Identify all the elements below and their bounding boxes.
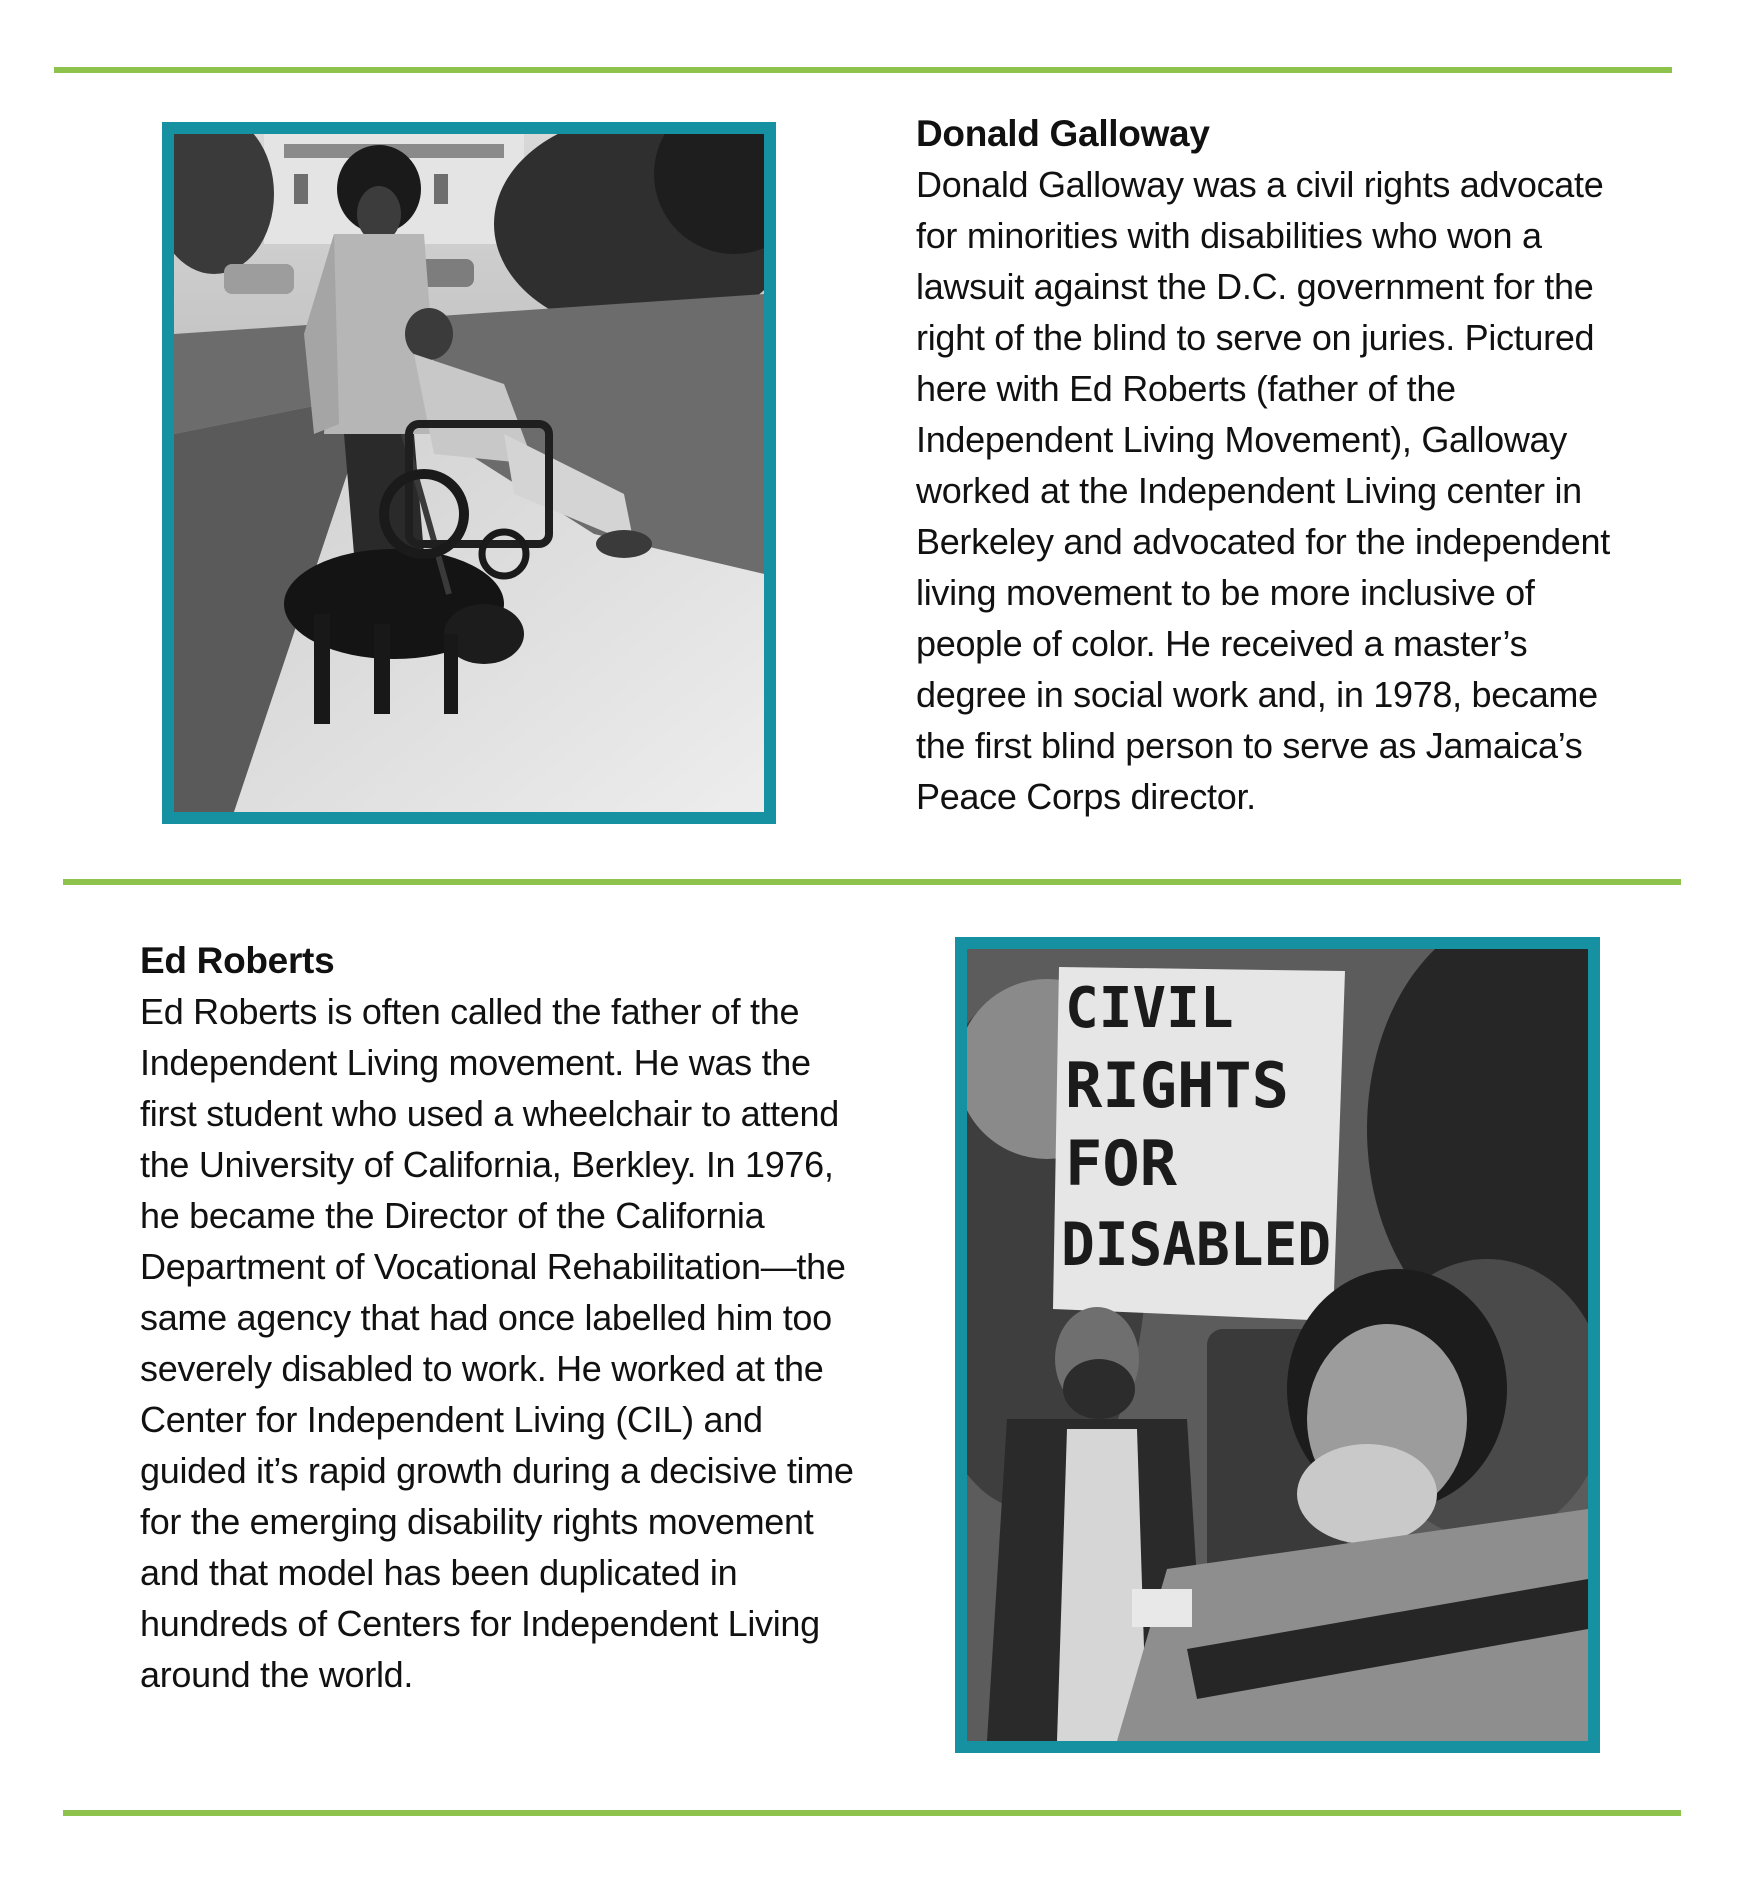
galloway-photo-image xyxy=(174,134,764,812)
roberts-name: Ed Roberts xyxy=(140,940,335,981)
divider-top xyxy=(54,67,1672,73)
divider-bottom xyxy=(63,1810,1681,1816)
sign-line-4: DISABLED xyxy=(1061,1210,1331,1280)
sign-line-2: RIGHTS xyxy=(1065,1049,1289,1122)
galloway-bio xyxy=(916,108,1636,822)
galloway-bio-text: Donald Galloway was a civil rights advocate for minorities with disabilities who won a lawsuit against the D.C. government for the right of the blind to serve on juries. Pictured here with Ed Roberts (father of the Independent Living Movement), Galloway worked at the Independent Living center in Berkeley and advocated for the independent living movement to be more inclusive of people of color. He received a master’s degree in social work and, in 1978, became the first blind person to serve as Jamaica’s Peace Corps director. xyxy=(916,164,1610,817)
galloway-name: Donald Galloway xyxy=(916,113,1210,154)
galloway-photo xyxy=(162,122,776,824)
sign-line-3: FOR xyxy=(1065,1127,1177,1200)
roberts-bio-text: Ed Roberts is often called the father of the Independent Living movement. He was the first student who used a wheelchair to attend the University of California, Berkley. In 1976, he became the Director of the California Department of Vocational Rehabilitation—the same agency that had once labelled him too severely disabled to work. He worked at the Center for Independent Living (CIL) and guided it’s rapid growth during a decisive time for the emerging disability rights movement and that model has been duplicated in hundreds of Centers for Independent Living around the world. xyxy=(140,991,854,1695)
roberts-photo xyxy=(955,937,1600,1753)
roberts-photo-image xyxy=(967,949,1588,1741)
sign-line-1: CIVIL xyxy=(1065,976,1234,1041)
roberts-bio xyxy=(140,935,870,1700)
divider-middle xyxy=(63,879,1681,885)
